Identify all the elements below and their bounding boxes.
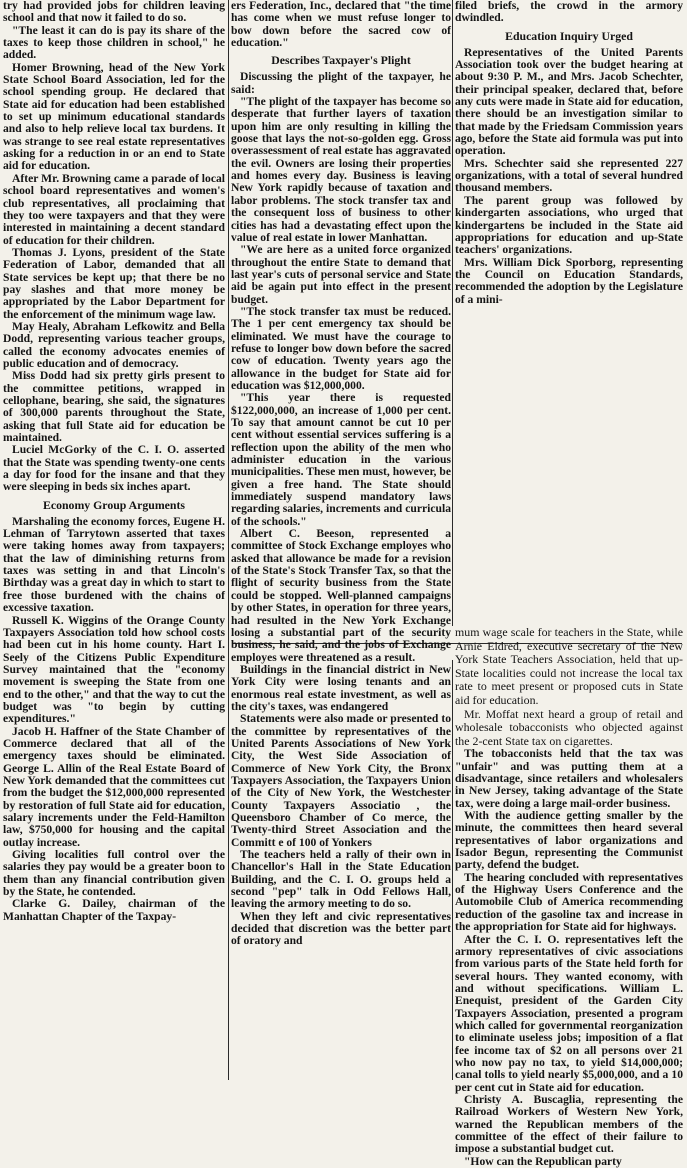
article-paragraph: Statements were also made or presented to the committee by representatives of the United Parents Associations of New York City, the West Side Association of Commerce of New York City, the Bronx Taxpayers Association, the Taxpayers Union of the City of New York, the Westchester County Taxpayers Associatio , the Queensboro Chamber of Co merce, the Twenty-third Street Association and the Committ e of 100 of Yonkers [231, 712, 451, 849]
article-paragraph: Russell K. Wiggins of the Orange County Taxpayers Association told how school costs had been cut in his home county. Hart I. Seely of the Citizens Public Expenditure Survey maintained that the "economy movement is sweeping the State from one end to the other," and that the way to cut the budget was "to begin by cutting expenditures." [3, 613, 225, 726]
column-rule [228, 0, 229, 1080]
article-paragraph: The tobacconists held that the tax was "unfair" and was putting them at a disadvantage, since retailers and wholesalers in New Jersey, taking advantage of the State tax, were doing a large mail-order business. [455, 747, 683, 810]
article-paragraph: "How can the Republican party [464, 1154, 622, 1168]
article-paragraph: The teachers held a rally of their own in Chancellor's Hall in the State Education Building, and the C. I. O. groups held a second "pep" talk in Odd Fellows Hall, leaving the armory meeting to do so. [231, 848, 451, 911]
article-paragraph: Buildings in the financial district in New York City were losing tenants and an enormous real estate investment, as well as the city's taxes, was endangered [231, 662, 451, 713]
article-paragraph: Albert C. Beeson, represented a committee of Stock Exchange employes who asked that allowance be made for a revision of the State's Stock Transfer Tax, so that the flight of security business from the State could be stopped. Well-planned campaigns by other States, in operation for three years, had resulted in the New York Exchange losing a substantial part of the security business, he said, and the jobs of Exchange employes were threatened as a result. [231, 527, 451, 664]
article-paragraph: Mrs. William Dick Sporborg, representing the Council on Education Standards, recommended the adoption by the Legislature of a mini- [455, 255, 683, 306]
article-paragraph: Discussing the plight of the taxpayer, he said: [231, 70, 451, 96]
article-paragraph: Mrs. Schechter said she represented 227 organizations, with a total of several hundred thousand members. [455, 156, 683, 195]
article-paragraph: Thomas J. Lyons, president of the State Federation of Labor, demanded that all State services be kept up; that there be no pay slashes and that more money be appropriated by the Labor Department for the enforcement of the minimum wage law. [3, 245, 225, 321]
article-paragraph: Miss Dodd had six pretty girls present to the committee petitions, wrapped in cellophane, bearing, she said, the signatures of 300,000 parents throughout the State, asking that full State aid for education be maintained. [3, 369, 225, 445]
column-d [455, 625, 683, 1168]
article-paragraph: When they left and civic representatives decided that discretion was the better part of oratory and [231, 909, 451, 948]
article-paragraph: "The least it can do is pay its share of the taxes to keep those children in school," he added. [3, 23, 225, 62]
subheading: Economy Group Arguments [42, 497, 185, 512]
article-paragraph: Homer Browning, head of the New York State School Board Association, led for the school spending group. He declared that State aid for education had been established to set up minimum educational standards and also to help relieve local tax burdens. It was strange to see real estate representatives asking for a reduction in or an end to State aid for education. [3, 60, 225, 173]
column-rule [452, 660, 453, 1080]
article-paragraph: Jacob H. Haffner of the State Chamber of Commerce declared that all of the emergency taxes should be eliminated. George L. Allin of the Real Estate Board of New York demanded that the committees cut from the budget the $12,000,000 represented by restoration of full State aid for education, salary increments under the Feld-Hamilton law, $750,000 for housing and the capital outlay increase. [3, 724, 225, 849]
column-b [231, 0, 451, 1080]
article-paragraph: May Healy, Abraham Lefkowitz and Bella Dodd, representing various teacher groups, called the economy advocates enemies of public education and of democracy. [3, 319, 225, 370]
article-paragraph: "This year there is requested $122,000,000, an increase of 1,000 per cent. To say that amount cannot be cut 10 per cent without essential services suffering is a reflection upon the ability of the men who administer education in the various municipalities. These men must, however, be given a free hand. The State should immediately suspend mandatory laws regarding salaries, increments and curricula of the schools." [231, 391, 451, 528]
article-paragraph: The hearing concluded with representatives of the Highway Users Conference and the Automobile Club of America recommending reduction of the gasoline tax and increase in the appropriation for State aid for highways. [455, 870, 683, 934]
article-paragraph: Marshaling the economy forces, Eugene H. Lehman of Tarrytown asserted that taxes were taking homes away from taxpayers; that the law of diminishing returns from taxes was setting in and that Lincoln's Birthday was a great day in which to start to free those burdened with the chains of excessive taxation. [3, 514, 225, 615]
article-paragraph: Giving localities full control over the salaries they pay would be a greater boon to them than any financial contribution given by the State, he contended. [3, 848, 225, 899]
article-paragraph: "We are here as a united force organized throughout the entire State to demand that last year's cuts of personal service and State aid be again put into effect in the present budget. [231, 243, 451, 306]
article-paragraph: Mr. Moffat next heard a group of retail and wholesale tobacconists who objected against the 2-cent State tax on cigarettes. [455, 706, 683, 748]
article-paragraph: filed briefs, the crowd in the armory dwindled. [455, 0, 683, 25]
article-paragraph: Christy A. Buscaglia, representing the Railroad Workers of Western New York, warned the Republican members of the committee of the effect of their failure to impose a substantial budget cut. [455, 1092, 683, 1156]
subheading: Education Inquiry Urged [505, 28, 633, 43]
article-paragraph: After the C. I. O. representatives left the armory representatives of civic associations from various parts of the State held forth for several hours. They wanted economy, with and without specifications. William L. Enequist, president of the Garden City Taxpayers Association, presented a program which called for governmental reorganization to eliminate useless jobs; imposition of a flat fee income tax of $2 on all persons over 21 who now pay no tax, to yield $14,000,000; canal tolls to yield nearly $5,000,000, and a 10 per cent cut in State aid for education. [455, 932, 683, 1094]
article-paragraph: try had provided jobs for children leaving school and that now it failed to do so. [3, 0, 225, 25]
article-paragraph: Luciel McGorky of the C. I. O. asserted that the State was spending twenty-one cents a day for food for the insane and that they were sleeping in beds six inches apart. [3, 443, 225, 494]
article-paragraph: With the audience getting smaller by the minute, the committees then heard several representatives of labor organizations and Isador Begun, representing the Communist party, defend the budget. [455, 809, 683, 872]
article-paragraph: After Mr. Browning came a parade of local school board representatives and women's club representatives, all proclaiming that they too were taxpayers and that they were interested in maintaining a decent standard of education for their children. [3, 171, 225, 247]
column-a [3, 0, 225, 1080]
article-paragraph: Representatives of the United Parents Association took over the budget hearing at about 9:30 P. M., and Mrs. Jacob Schechter, their principal speaker, declared that, before any cuts were made in State aid for education, there should be an investigation similar to that made by the Friedsam Commission years ago, before the State aid formula was put into operation. [455, 45, 683, 158]
article-paragraph: ers Federation, Inc., declared that "the time has come when we must refuse longer to bow down before the sacred cow of education." [231, 0, 451, 50]
article-paragraph: The parent group was followed by kindergarten associations, who urged that kindergartens be included in the State aid appropriations for education and up-State teachers' organizations. [455, 193, 683, 257]
subheading: Describes Taxpayer's Plight [271, 53, 411, 68]
article-paragraph: Clarke G. Dailey, chairman of the Manhattan Chapter of the Taxpay- [3, 897, 225, 923]
column-rule [452, 0, 453, 626]
article-paragraph: "The stock transfer tax must be reduced. The 1 per cent emergency tax should be eliminated. We must have the courage to refuse to longer bow down before the sacred cow of education. Twenty years ago the allowance in the budget for State aid for education was $12,000,000. [231, 304, 451, 392]
article-paragraph: "The plight of the taxpayer has become so desperate that further layers of taxation upon him are only resulting in killing the goose that lays the not-so-golden egg. Gross overassessment of real estate has aggravated the evil. Owners are losing their properties and homes every day. Business is leaving New York rapidly because of taxation and labor problems. The stock transfer tax and the consequent loss of business to other cities has had a devastating effect upon the value of real estate in lower Manhattan. [231, 95, 451, 244]
article-paragraph: mum wage scale for teachers in the State, while Arnie Eldred, executive secretary of the New York State Teachers Association, held that up-State localities could not increase the local tax rate to meet present or proposed cuts in State aid for education. [455, 625, 683, 707]
column-c [455, 0, 683, 660]
